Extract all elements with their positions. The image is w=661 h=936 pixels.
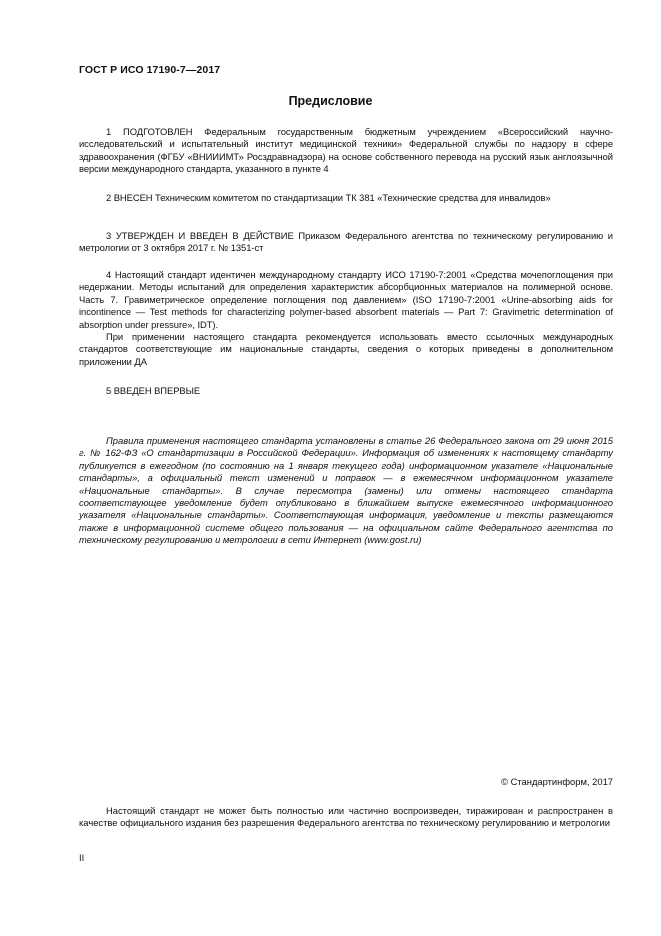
reproduction-notice xyxy=(79,805,613,830)
notice-text: Правила применения настоящего стандарта установлены в статье 26 Федерального закона от 29 июня 2015 г. № 162-ФЗ «О стандартизации в Российской Федерации». Информация об изменениях к настоящему стандарту публикуется в ежегодном (по состоянию на 1 января текущего года) информационном указателе «Национальные стандарты», а официальный текст изменений и поправок — в ежемесячном информационном указателе «Национальные стандарты». В случае пересмотра (замены) или отмены настоящего стандарта соответствующее уведомление будет опубликовано в ближайшем выпуске ежемесячного информационного указателя «Национальные стандарты». Соответствующая информация, уведомление и тексты размещаются также в информационной системе общего пользования — на официальном сайте Федерального агентства по техническому регулированию и метрологии в сети Интернет (www.gost.ru) xyxy=(79,435,613,546)
paragraph-approved: 3 УТВЕРЖДЕН И ВВЕДЕН В ДЕЙСТВИЕ Приказом Федерального агентства по техническому регулированию и метрологии от 3 октября 2017 г. № 1351-ст xyxy=(79,230,613,254)
copyright-line: © Стандартинформ, 2017 xyxy=(501,776,613,787)
foreword-section-2 xyxy=(79,192,613,204)
application-rules-notice xyxy=(79,435,613,547)
page-title: Предисловие xyxy=(288,94,373,108)
paragraph-references: При применении настоящего стандарта рекомендуется использовать вместо ссылочных международных стандартов соответствующие им национальные стандарты, сведения о которых приведены в дополнительном приложении ДА xyxy=(79,331,613,367)
paragraph-submitted-by: 2 ВНЕСЕН Техническим комитетом по стандартизации ТК 381 «Технические средства для инвалидов» xyxy=(106,192,551,203)
paragraph-first-introduced: 5 ВВЕДЕН ВПЕРВЫЕ xyxy=(106,385,201,396)
foreword-section-1 xyxy=(79,126,613,176)
document-header: ГОСТ Р ИСО 17190-7—2017 xyxy=(79,64,221,76)
paragraph-prepared-by: 1 ПОДГОТОВЛЕН Федеральным государственным бюджетным учреждением «Всероссийский научно-исследовательский и испытательный институт медицинской техники» Федеральной службы по надзору в сфере здравоохранения (ФГБУ «ВНИИИМТ» Росздравнадзора) на основе собственного перевода на русский язык англоязычной версии международного стандарта, указанного в пункте 4 xyxy=(79,126,613,175)
reproduction-text: Настоящий стандарт не может быть полностью или частично воспроизведен, тиражирован и распространен в качестве официального издания без разрешения Федерального агентства по техническому регулированию и метрологии xyxy=(79,805,613,829)
page-number: II xyxy=(79,852,85,863)
foreword-section-4 xyxy=(79,269,613,368)
foreword-section-5 xyxy=(79,385,613,397)
foreword-section-3 xyxy=(79,230,613,255)
paragraph-identical-standard: 4 Настоящий стандарт идентичен международному стандарту ИСО 17190-7:2001 «Средства мочепоглощения при недержании. Методы испытаний для определения характеристик абсорбционных материалов на полимерной основе. Часть 7. Гравиметрическое определение поглощения под давлением» (ISO 17190-7:2001 «Urine-absorbing aids for incontinence — Test methods for characterizing polymer-based absorbent materials — Part 7: Gravimetric determination of absorption under pressure», IDT). xyxy=(79,269,613,330)
